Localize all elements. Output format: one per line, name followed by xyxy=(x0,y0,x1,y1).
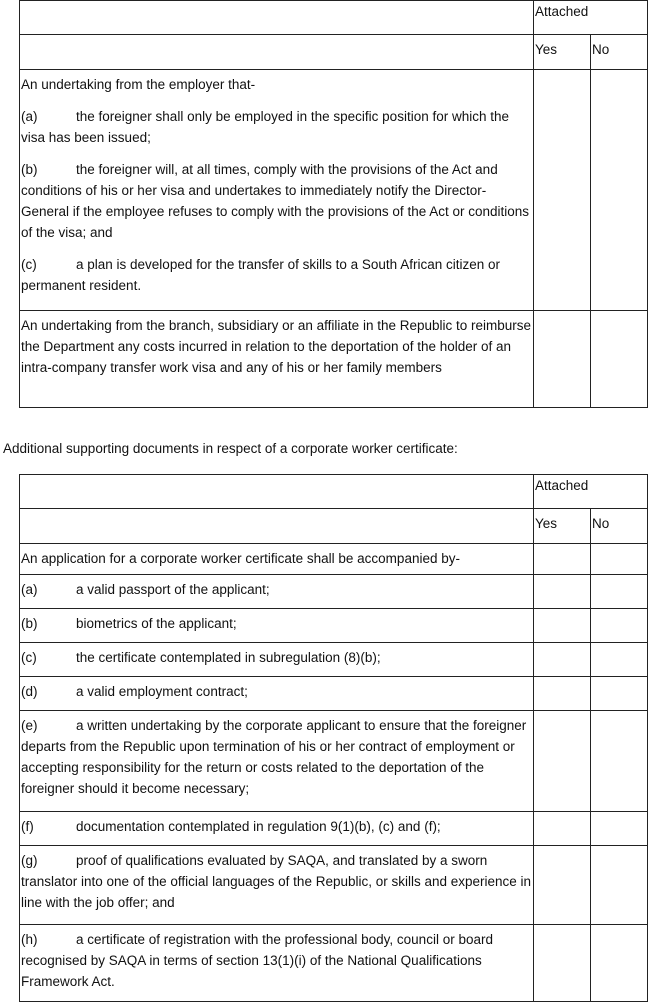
employer-undertaking-intro: An undertaking from the employer that- xyxy=(21,77,256,92)
yes-checkbox-cell[interactable] xyxy=(534,70,591,311)
table2-row-item-c xyxy=(20,643,648,677)
item-label: (c) xyxy=(21,650,37,665)
item-text: documentation contemplated in regulation 9(1)(b), (c) and (f); xyxy=(76,819,441,834)
item-text: a plan is developed for the transfer of skills to a South African citizen or permanent resident. xyxy=(21,257,500,293)
yes-checkbox-cell[interactable] xyxy=(534,311,591,408)
yes-checkbox-cell[interactable] xyxy=(534,812,591,846)
section-heading-corporate-worker: Additional supporting documents in respect of a corporate worker certificate: xyxy=(3,441,458,456)
item-cell xyxy=(20,575,534,609)
item-text: proof of qualifications evaluated by SAQA, and translated by a sworn translator into one of the official languages of the Republic, or skills and experience in line with the job offer; and xyxy=(21,853,532,910)
item-text: the foreigner will, at all times, comply with the provisions of the Act and conditions of his or her visa and undertakes to immediately notify the Director-General if the employee refuses to comply with the provisions of the Act or conditions of the visa; and xyxy=(21,162,530,240)
table2-row-item-f xyxy=(20,812,648,846)
item-cell xyxy=(20,812,534,846)
item-label: (f) xyxy=(21,819,34,834)
table2-header-attached: Attached xyxy=(534,475,648,509)
employer-undertaking-cell xyxy=(20,70,534,311)
item-label: (d) xyxy=(21,684,38,699)
table2-row-item-e xyxy=(20,711,648,812)
corporate-worker-checklist-table xyxy=(19,474,648,1002)
table2-header-blank-2 xyxy=(20,509,534,544)
no-checkbox-cell[interactable] xyxy=(591,711,648,812)
table2-row-intro xyxy=(20,544,648,575)
table1-row-branch-undertaking xyxy=(20,311,648,408)
table2-row-item-h xyxy=(20,925,648,1002)
item-label: (c) xyxy=(21,257,37,272)
table2-header-blank xyxy=(20,475,534,509)
item-label: (a) xyxy=(21,109,38,124)
table1-header-row-yesno xyxy=(20,35,648,70)
item-label: (h) xyxy=(21,932,38,947)
table2-row-item-b xyxy=(20,609,648,643)
table2-row-item-a xyxy=(20,575,648,609)
item-text: a certificate of registration with the professional body, council or board recognised by SAQA in terms of section 13(1)(i) of the National Qualifications Framework Act. xyxy=(21,932,493,989)
no-checkbox-cell[interactable] xyxy=(591,70,648,311)
item-label: (b) xyxy=(21,162,38,177)
no-checkbox-cell[interactable] xyxy=(591,677,648,711)
yes-checkbox-cell[interactable] xyxy=(534,677,591,711)
table2-header-yes: Yes xyxy=(534,509,591,544)
item-text: the foreigner shall only be employed in the specific position for which the visa has been issued; xyxy=(21,109,509,145)
table2-header-no: No xyxy=(591,509,648,544)
no-checkbox-cell[interactable] xyxy=(591,925,648,1002)
table1-header-no: No xyxy=(591,35,648,70)
no-checkbox-cell[interactable] xyxy=(591,609,648,643)
item-text: a written undertaking by the corporate applicant to ensure that the foreigner departs from the Republic upon termination of his or her contract of employment or accepting responsibility for the return or costs related to the deportation of the foreigner should it become necessary; xyxy=(21,718,527,796)
item-label: (a) xyxy=(21,582,38,597)
item-text: a valid employment contract; xyxy=(76,684,248,699)
table1-header-row-attached xyxy=(20,1,648,35)
yes-checkbox-cell[interactable] xyxy=(534,544,591,575)
item-cell xyxy=(20,643,534,677)
no-checkbox-cell[interactable] xyxy=(591,812,648,846)
item-cell xyxy=(20,677,534,711)
employer-undertaking-item xyxy=(21,106,533,148)
no-checkbox-cell[interactable] xyxy=(591,846,648,925)
table1-row-employer-undertaking xyxy=(20,70,648,311)
table1-header-blank xyxy=(20,1,534,35)
item-label: (b) xyxy=(21,616,38,631)
yes-checkbox-cell[interactable] xyxy=(534,575,591,609)
branch-undertaking-cell: An undertaking from the branch, subsidiary or an affiliate in the Republic to reimburse the Department any costs incurred in relation to the deportation of the holder of an intra-company transfer work visa and any of his or her family members xyxy=(20,311,534,408)
no-checkbox-cell[interactable] xyxy=(591,311,648,408)
yes-checkbox-cell[interactable] xyxy=(534,925,591,1002)
table1-header-blank-2 xyxy=(20,35,534,70)
table2-header-row-yesno xyxy=(20,509,648,544)
yes-checkbox-cell[interactable] xyxy=(534,846,591,925)
employer-undertaking-item xyxy=(21,254,533,296)
item-text: biometrics of the applicant; xyxy=(76,616,237,631)
table2-header-row-attached xyxy=(20,475,648,509)
yes-checkbox-cell[interactable] xyxy=(534,609,591,643)
item-cell xyxy=(20,925,534,1002)
item-cell xyxy=(20,846,534,925)
yes-checkbox-cell[interactable] xyxy=(534,643,591,677)
yes-checkbox-cell[interactable] xyxy=(534,711,591,812)
no-checkbox-cell[interactable] xyxy=(591,575,648,609)
table2-row-item-g xyxy=(20,846,648,925)
table1-header-yes: Yes xyxy=(534,35,591,70)
corporate-intro-cell: An application for a corporate worker certificate shall be accompanied by- xyxy=(20,544,534,575)
item-text: the certificate contemplated in subregulation (8)(b); xyxy=(76,650,381,665)
item-cell xyxy=(20,609,534,643)
no-checkbox-cell[interactable] xyxy=(591,544,648,575)
item-label: (g) xyxy=(21,853,38,868)
table2-row-item-d xyxy=(20,677,648,711)
no-checkbox-cell[interactable] xyxy=(591,643,648,677)
intra-company-transfer-checklist-table xyxy=(19,0,648,408)
item-label: (e) xyxy=(21,718,38,733)
table1-header-attached: Attached xyxy=(534,1,648,35)
employer-undertaking-item xyxy=(21,159,533,243)
item-cell xyxy=(20,711,534,812)
item-text: a valid passport of the applicant; xyxy=(76,582,270,597)
